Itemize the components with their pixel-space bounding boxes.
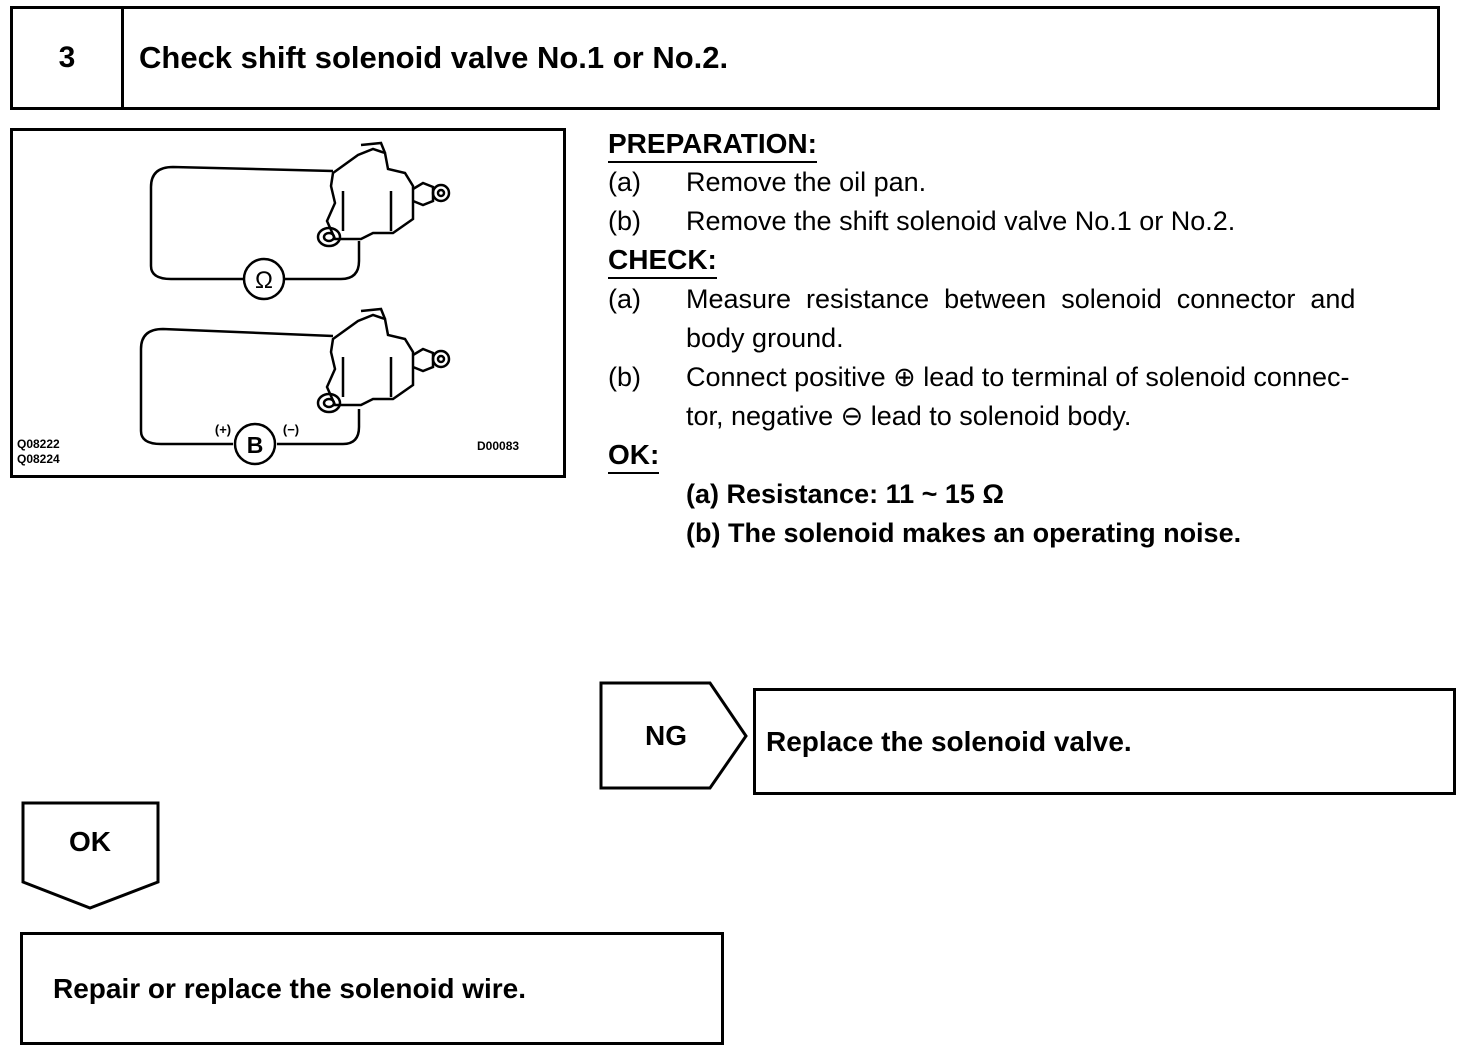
check-b-line-1: Connect positive ⊕ lead to terminal of solenoid connec-: [686, 362, 1350, 392]
figure-code-right: D00083: [477, 439, 520, 453]
ok-criterion-b: (b) The solenoid makes an operating noise.: [686, 518, 1242, 548]
ng-action-box: [753, 688, 1456, 795]
solenoid-valve-bottom: [318, 309, 449, 412]
step-number: 3: [13, 9, 124, 107]
minus-lead-label: (−): [282, 422, 300, 437]
check-a-tag: (a): [608, 284, 641, 314]
plus-lead-label: (+): [214, 422, 232, 437]
ok-criterion-a: (a) Resistance: 11 ~ 15 Ω: [686, 479, 1005, 509]
figure-code-1: Q08222: [17, 437, 60, 451]
ok-action-box: [20, 932, 724, 1045]
check-heading: CHECK:: [608, 244, 717, 279]
solenoid-test-figure: [10, 128, 566, 478]
ok-label: OK: [69, 826, 111, 857]
solenoid-diagram: [13, 131, 563, 475]
figure-code-2: Q08224: [17, 452, 60, 466]
ng-action-text: Replace the solenoid valve.: [766, 725, 1132, 757]
ok-action-text: Repair or replace the solenoid wire.: [53, 972, 527, 1004]
check-b-line-2: tor, negative ⊖ lead to solenoid body.: [686, 401, 1132, 431]
step-title: Check shift solenoid valve No.1 or No.2.: [139, 40, 729, 75]
ohmmeter-wire-left: [151, 167, 333, 279]
battery-wire-left: [141, 329, 333, 444]
ok-heading: OK:: [608, 439, 659, 474]
preparation-a-text: Remove the oil pan.: [686, 167, 927, 197]
step-header: [10, 6, 1440, 110]
preparation-heading: PREPARATION:: [608, 128, 817, 163]
preparation-b-tag: (b): [608, 206, 641, 236]
check-a-line-1: Measure resistance between solenoid connector and: [686, 284, 1356, 314]
preparation-a-tag: (a): [608, 167, 641, 197]
preparation-b-text: Remove the shift solenoid valve No.1 or No.2.: [686, 206, 1236, 236]
ohm-symbol-label: Ω: [255, 267, 273, 294]
check-b-tag: (b): [608, 362, 641, 392]
solenoid-valve-top: [318, 143, 449, 246]
battery-label: B: [246, 432, 264, 458]
ng-label: NG: [645, 720, 687, 751]
ohmmeter-wire-right: [285, 241, 359, 279]
check-a-line-2: body ground.: [686, 323, 844, 353]
